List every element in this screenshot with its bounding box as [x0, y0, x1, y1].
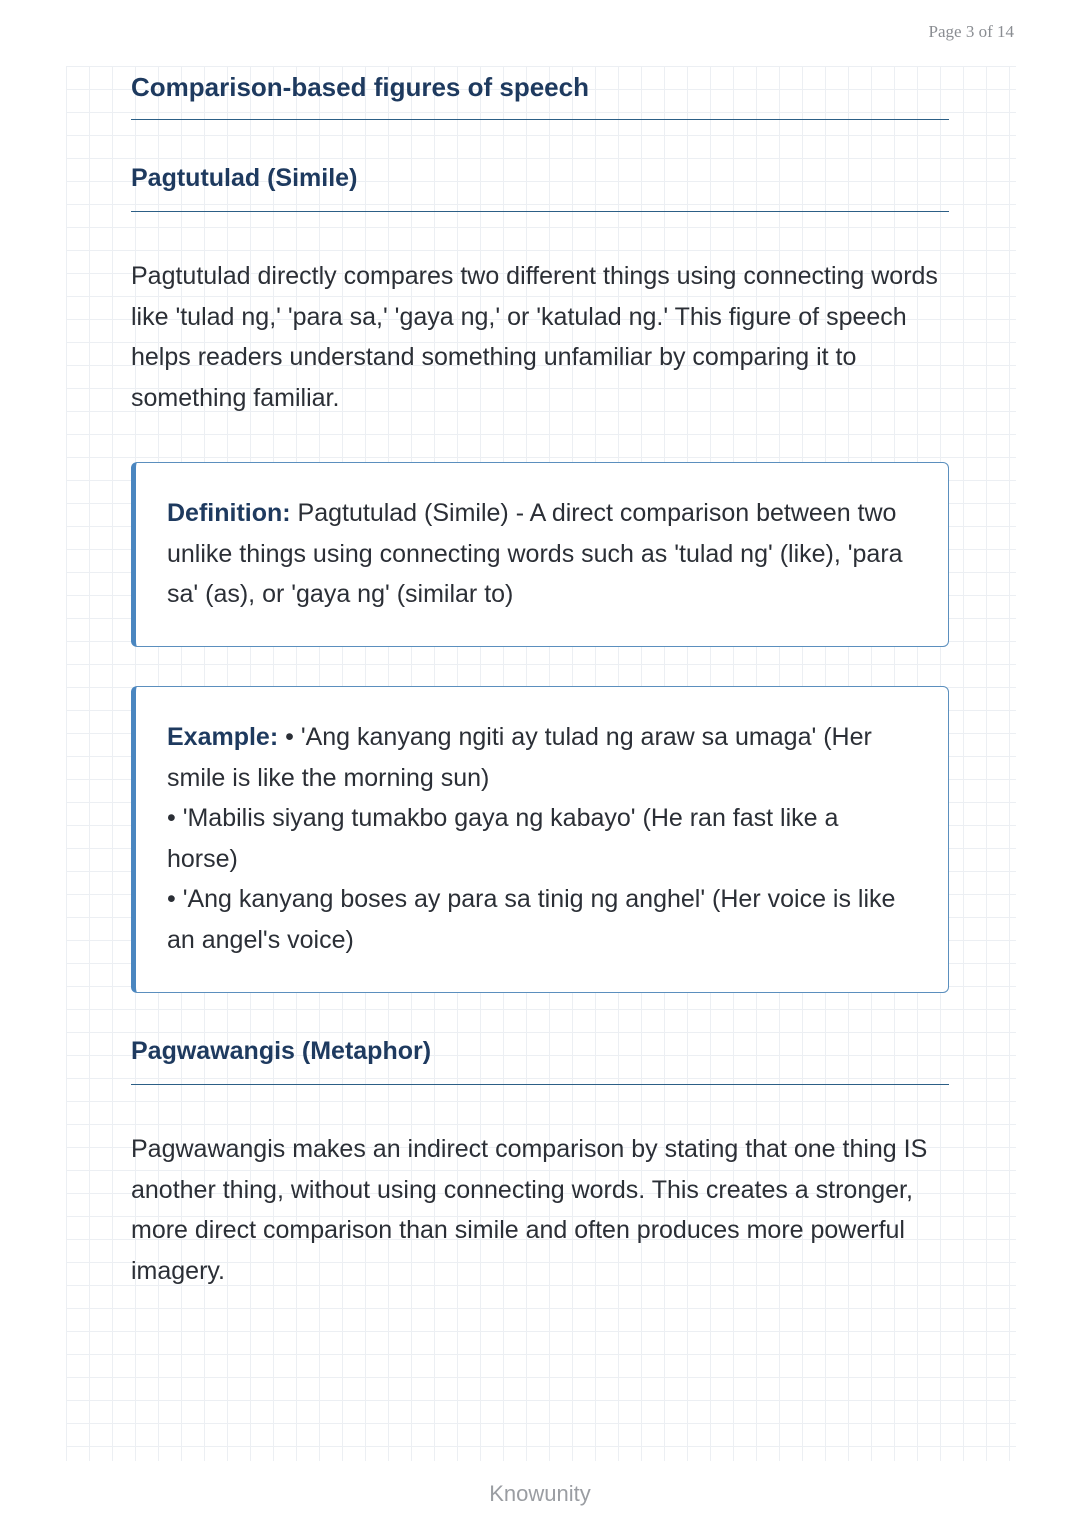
- footer-brand: Knowunity: [489, 1481, 591, 1506]
- simile-heading: Pagtutulad (Simile): [131, 163, 949, 212]
- simile-paragraph: Pagtutulad directly compares two different things using connecting words like 'tulad ng,' 'para sa,' 'gaya ng,' or 'katulad ng.' This figure of speech helps readers understand something unfamiliar by comparing it to something familiar.: [131, 262, 938, 412]
- example-box: [131, 686, 949, 993]
- definition-text: Pagtutulad (Simile) - A direct comparison between two unlike things using connecting words such as 'tulad ng' (like), 'para sa' (as), or 'gaya ng' (similar to): [167, 499, 903, 608]
- example-item-1: • 'Ang kanyang ngiti ay tulad ng araw sa umaga' (Her smile is like the morning sun): [167, 723, 872, 792]
- definition-label: Definition:: [167, 499, 291, 527]
- page-content: [131, 66, 949, 1291]
- page-number: Page 3 of 14: [928, 22, 1014, 41]
- metaphor-heading: Pagwawangis (Metaphor): [131, 1036, 949, 1085]
- metaphor-paragraph: Pagwawangis makes an indirect comparison by stating that one thing IS another thing, without using connecting words. This creates a stronger, more direct comparison than simile and often produces more powerful imagery.: [131, 1135, 928, 1285]
- example-item-2: • 'Mabilis siyang tumakbo gaya ng kabayo' (He ran fast like a horse): [167, 804, 839, 873]
- page-title: Comparison-based figures of speech: [131, 72, 949, 120]
- definition-box: [131, 462, 949, 647]
- example-item-3: • 'Ang kanyang boses ay para sa tinig ng anghel' (Her voice is like an angel's voice): [167, 885, 896, 954]
- example-label: Example:: [167, 723, 279, 751]
- example-line-1: [167, 717, 914, 798]
